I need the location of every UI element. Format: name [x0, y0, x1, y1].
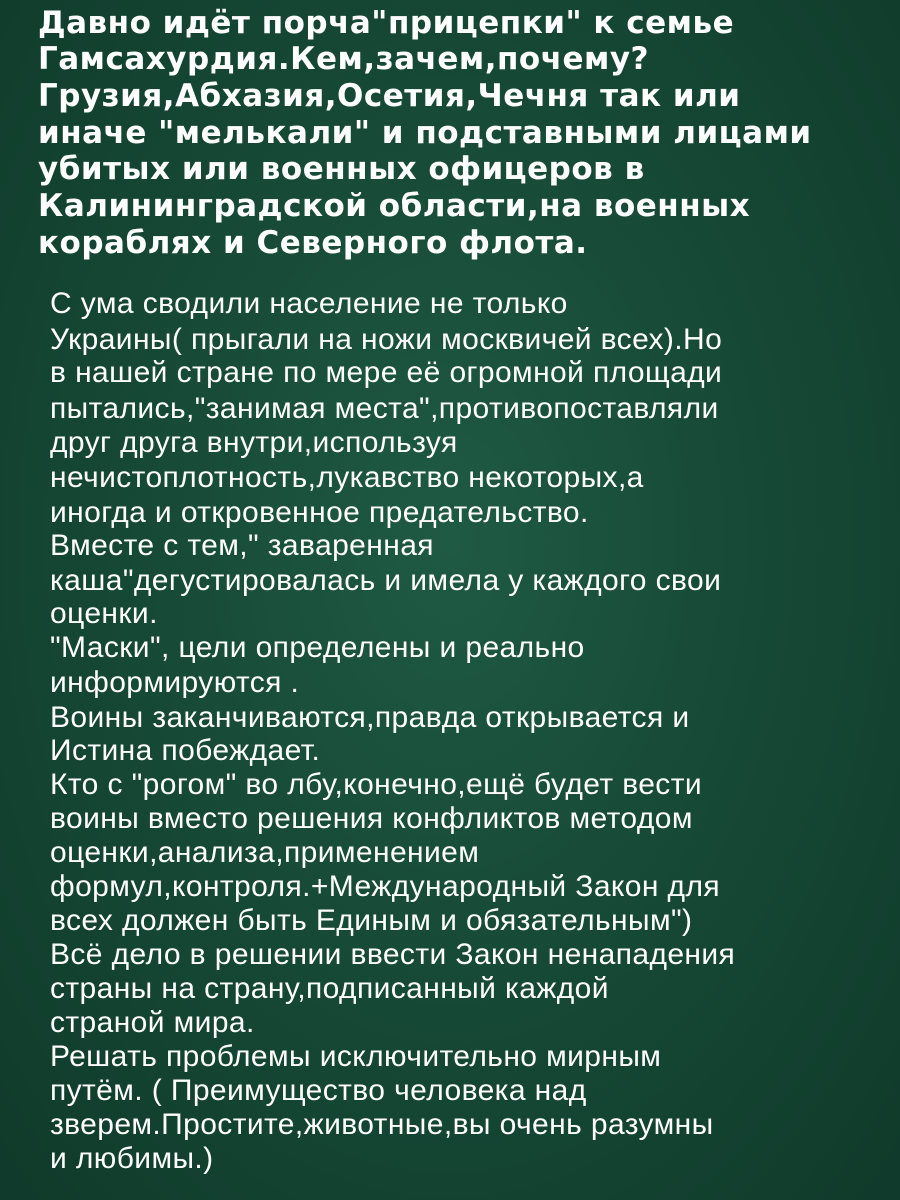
body-line: формул,контроля.+Международный Закон для	[50, 870, 721, 903]
heading-line: иначе "мелькали" и подставными лицами	[38, 115, 812, 151]
body-line: нечистоплотность,лукавство некоторых,а	[50, 461, 644, 494]
heading-line: Давно идёт порча"прицепки" к семье	[38, 5, 735, 41]
heading-line: кораблях и Северного флота.	[38, 225, 588, 261]
body-line: в нашей стране по мере её огромной площади	[50, 356, 723, 389]
body-line: воины вместо решения конфликтов методом	[50, 802, 693, 835]
heading-line: убитых или военных офицеров в	[38, 151, 645, 187]
body-line: и любимы.)	[50, 1142, 214, 1175]
body-line: страной мира.	[50, 1006, 255, 1039]
body-line: Истина побеждает.	[50, 734, 321, 767]
body-line: Решать проблемы исключительно мирным	[50, 1040, 662, 1073]
body-line: "Маски", цели определены и реально	[50, 631, 585, 664]
body-line: Украины( прыгали на ножи москвичей всех).Но	[50, 323, 723, 356]
body-line: всех должен быть Единым и обязательным")	[50, 904, 693, 937]
body-line: путём. ( Преимущество человека над	[50, 1074, 587, 1107]
body-line: каша"дегустировалась и имела у каждого свои	[50, 564, 722, 597]
body-line: Всё дело в решении ввести Закон ненападения	[50, 938, 736, 971]
body-line: зверем.Простите,животные,вы очень разумны	[50, 1108, 714, 1141]
body-line: друг друга внутри,используя	[50, 426, 458, 459]
body-line: страны на страну,подписанный каждой	[50, 972, 609, 1005]
body-line: иногда и откровенное предательство.	[50, 496, 589, 529]
body-line: оценки,анализа,применением	[50, 836, 480, 869]
heading-line: Грузия,Абхазия,Осетия,Чечня так или	[38, 78, 741, 114]
body-line: Воины заканчиваются,правда открывается и	[50, 701, 690, 734]
body-line: Кто с "рогом" во лбу,конечно,ещё будет вести	[50, 768, 702, 801]
body-line: Вместе с тем," заваренная	[50, 529, 434, 562]
heading-line: Калининградской области,на военных	[38, 188, 751, 224]
body-line: оценки.	[50, 597, 158, 630]
body-line: информируются .	[50, 666, 300, 699]
body-line: пытались,"занимая места",противопоставляли	[50, 392, 719, 425]
body-line: С ума сводили население не только	[50, 287, 568, 320]
heading-line: Гамсахурдия.Кем,зачем,почему?	[38, 41, 650, 77]
